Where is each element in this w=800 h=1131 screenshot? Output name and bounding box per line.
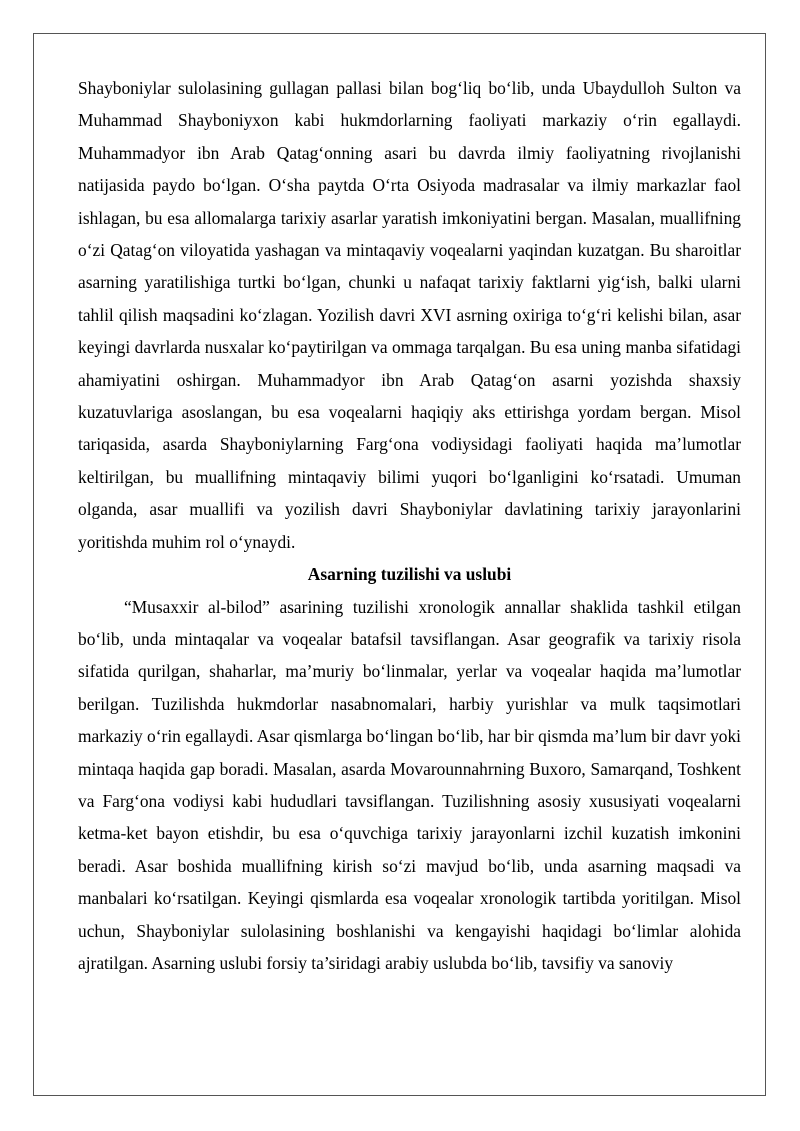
body-paragraph: “Musaxxir al-bilod” asarining tuzilishi xronologik annallar shaklida tashkil etilgan bo‘lib, unda mintaqalar va voqealar batafsil tavsiflangan. Asar geografik va tarixiy risola sifatida qurilgan, shaharlar, ma’muriy bo‘linmalar, yerlar va voqealar haqida ma’lumotlar berilgan. Tuzilishda hukmdorlar nasabnomalari, harbiy yurishlar va mulk taqsimotlari markaziy o‘rin egallaydi. Asar qismlarga bo‘lingan bo‘lib, har bir qismda ma’lum bir davr yoki mintaqa haqida gap boradi. Masalan, asarda Movarounnahrning Buxoro, Samarqand, Toshkent va Farg‘ona vodiysi kabi hududlari tavsiflangan. Tuzilishning asosiy xususiyati voqealarni ketma-ket bayon etishdir, bu esa o‘quvchiga tarixiy jarayonlarni izchil kuzatish imkonini beradi. Asar boshida muallifning kirish so‘zi mavjud bo‘lib, unda asarning maqsadi va manbalari ko‘rsatilgan. Keyingi qismlarda esa voqealar xronologik tartibda yoritilgan. Misol uchun, Shayboniylar sulolasining boshlanishi va kengayishi haqidagi bo‘limlar alohida ajratilgan. Asarning uslubi forsiy ta’siridagi arabiy uslubda bo‘lib, tavsifiy va sanoviy	[78, 596, 741, 973]
section-heading: Asarning tuzilishi va uslubi	[307, 564, 512, 585]
body-paragraph: Shayboniylar sulolasining gullagan pallasi bilan bog‘liq bo‘lib, unda Ubaydulloh Sulton va Muhammad Shayboniyxon kabi hukmdorlarning faoliyati markaziy o‘rin egallaydi. Muhammadyor ibn Arab Qatag‘onning asari bu davrda ilmiy faoliyatning rivojlanishi natijasida paydo bo‘lgan. O‘sha paytda O‘rta Osiyoda madrasalar va ilmiy markazlar faol ishlagan, bu esa allomalarga tarixiy asarlar yaratish imkoniyatini bergan. Masalan, muallifning o‘zi Qatag‘on viloyatida yashagan va mintaqaviy voqealarni yaqindan kuzatgan. Bu sharoitlar asarning yaratilishiga turtki bo‘lgan, chunki u nafaqat tarixiy faktlarni yig‘ish, balki ularni tahlil qilish maqsadini ko‘zlagan. Yozilish davri XVI asrning oxiriga to‘g‘ri kelishi bilan, asar keyingi davrlarda nusxalar ko‘paytirilgan va ommaga tarqalgan. Bu esa uning manba sifatidagi ahamiyatini oshirgan. Muhammadyor ibn Arab Qatag‘on asarni yozishda shaxsiy kuzatuvlariga asoslangan, bu esa voqealarni haqiqiy aks ettirishga yordam bergan. Misol tariqasida, asarda Shayboniylarning Farg‘ona vodiysidagi faoliyati haqida ma’lumotlar keltirilgan, bu muallifning mintaqaviy bilimi yuqori bo‘lganligini ko‘rsatadi. Umuman olganda, asar muallifi va yozilish davri Shayboniylar davlatining tarixiy jarayonlarini yoritishda muhim rol o‘ynaydi.	[78, 78, 741, 552]
document-body	[78, 72, 741, 979]
